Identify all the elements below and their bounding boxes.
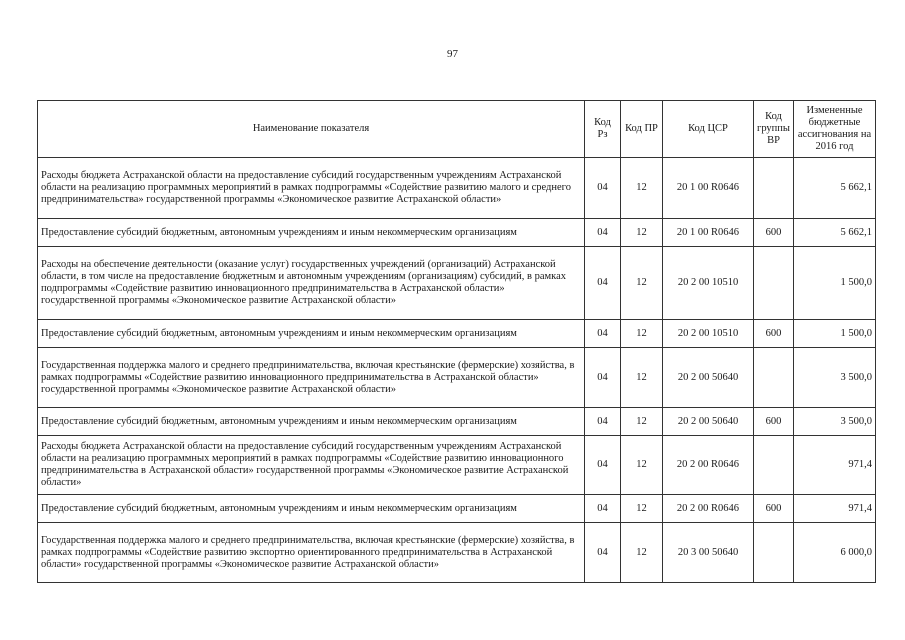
row-name: Предоставление субсидий бюджетным, автономным учреждениям и иным некоммерческим организациям [38, 495, 585, 523]
row-amount: 1 500,0 [794, 247, 876, 320]
header-csr: Код ЦСР [663, 101, 754, 158]
row-rz: 04 [585, 523, 621, 583]
row-csr: 20 1 00 R0646 [663, 219, 754, 247]
row-name: Предоставление субсидий бюджетным, автономным учреждениям и иным некоммерческим организациям [38, 408, 585, 436]
row-vr: 600 [754, 219, 794, 247]
row-amount: 3 500,0 [794, 408, 876, 436]
row-pr: 12 [621, 523, 663, 583]
row-amount: 6 000,0 [794, 523, 876, 583]
row-name: Государственная поддержка малого и среднего предпринимательства, включая крестьянские (фермерские) хозяйства, в рамках подпрограммы «Содействие развитию инновационного предпринимательства в Астраханской области» государственной программы «Экономическое развитие Астраханской области» [38, 348, 585, 408]
table-row [38, 408, 876, 436]
row-vr: 600 [754, 495, 794, 523]
table-row [38, 219, 876, 247]
row-csr: 20 1 00 R0646 [663, 158, 754, 219]
row-rz: 04 [585, 158, 621, 219]
row-rz: 04 [585, 348, 621, 408]
row-pr: 12 [621, 436, 663, 495]
table-row [38, 158, 876, 219]
row-amount: 971,4 [794, 436, 876, 495]
row-rz: 04 [585, 320, 621, 348]
row-name: Расходы на обеспечение деятельности (оказание услуг) государственных учреждений (организаций) Астраханской области, в том числе на предоставление бюджетным и автономным учреждениям (организациям) субсидий, в рамках подпрограммы «Содействие развитию инновационного предпринимательства в Астраханской области» государственной программы «Экономическое развитие Астраханской области» [38, 247, 585, 320]
row-pr: 12 [621, 348, 663, 408]
row-pr: 12 [621, 408, 663, 436]
row-pr: 12 [621, 158, 663, 219]
row-amount: 971,4 [794, 495, 876, 523]
table-row [38, 495, 876, 523]
row-vr [754, 158, 794, 219]
row-csr: 20 2 00 50640 [663, 408, 754, 436]
row-amount: 1 500,0 [794, 320, 876, 348]
row-pr: 12 [621, 247, 663, 320]
row-pr: 12 [621, 495, 663, 523]
row-rz: 04 [585, 495, 621, 523]
row-vr: 600 [754, 408, 794, 436]
row-amount: 5 662,1 [794, 158, 876, 219]
header-rz: Код Рз [585, 101, 621, 158]
row-csr: 20 3 00 50640 [663, 523, 754, 583]
row-csr: 20 2 00 R0646 [663, 436, 754, 495]
row-rz: 04 [585, 408, 621, 436]
row-vr [754, 348, 794, 408]
header-amount: Измененные бюджетные ассигнования на 2016 год [794, 101, 876, 158]
row-rz: 04 [585, 247, 621, 320]
row-vr [754, 436, 794, 495]
row-name: Государственная поддержка малого и среднего предпринимательства, включая крестьянские (фермерские) хозяйства, в рамках подпрограммы «Содействие развитию экспортно ориентированного предпринимательства в Астраханской области» государственной программы «Экономическое развитие Астраханской области» [38, 523, 585, 583]
row-name: Предоставление субсидий бюджетным, автономным учреждениям и иным некоммерческим организациям [38, 320, 585, 348]
row-csr: 20 2 00 10510 [663, 247, 754, 320]
row-csr: 20 2 00 50640 [663, 348, 754, 408]
row-name: Расходы бюджета Астраханской области на предоставление субсидий государственным учреждениям Астраханской области на реализацию программных мероприятий в рамках подпрограммы «Содействие развитию малого и среднего предпринимательства» государственной программы «Экономическое развитие Астраханской области» [38, 158, 585, 219]
table-header-row [38, 101, 876, 158]
row-vr [754, 523, 794, 583]
header-pr: Код ПР [621, 101, 663, 158]
page-number: 97 [447, 48, 458, 60]
row-amount: 5 662,1 [794, 219, 876, 247]
row-pr: 12 [621, 219, 663, 247]
row-rz: 04 [585, 436, 621, 495]
row-name: Расходы бюджета Астраханской области на предоставление субсидий государственным учреждениям Астраханской области на реализацию программных мероприятий в рамках подпрограммы «Содействие развитию инновационного предпринимательства в Астраханской области» государственной программы «Экономическое развитие Астраханской области» [38, 436, 585, 495]
header-vr: Код группы ВР [754, 101, 794, 158]
row-csr: 20 2 00 R0646 [663, 495, 754, 523]
row-name: Предоставление субсидий бюджетным, автономным учреждениям и иным некоммерческим организациям [38, 219, 585, 247]
row-csr: 20 2 00 10510 [663, 320, 754, 348]
table-row [38, 348, 876, 408]
table-row [38, 320, 876, 348]
row-vr: 600 [754, 320, 794, 348]
row-rz: 04 [585, 219, 621, 247]
table-row [38, 247, 876, 320]
row-pr: 12 [621, 320, 663, 348]
header-name: Наименование показателя [38, 101, 585, 158]
row-vr [754, 247, 794, 320]
row-amount: 3 500,0 [794, 348, 876, 408]
table-row [38, 436, 876, 495]
table-row [38, 523, 876, 583]
budget-table [37, 100, 876, 583]
